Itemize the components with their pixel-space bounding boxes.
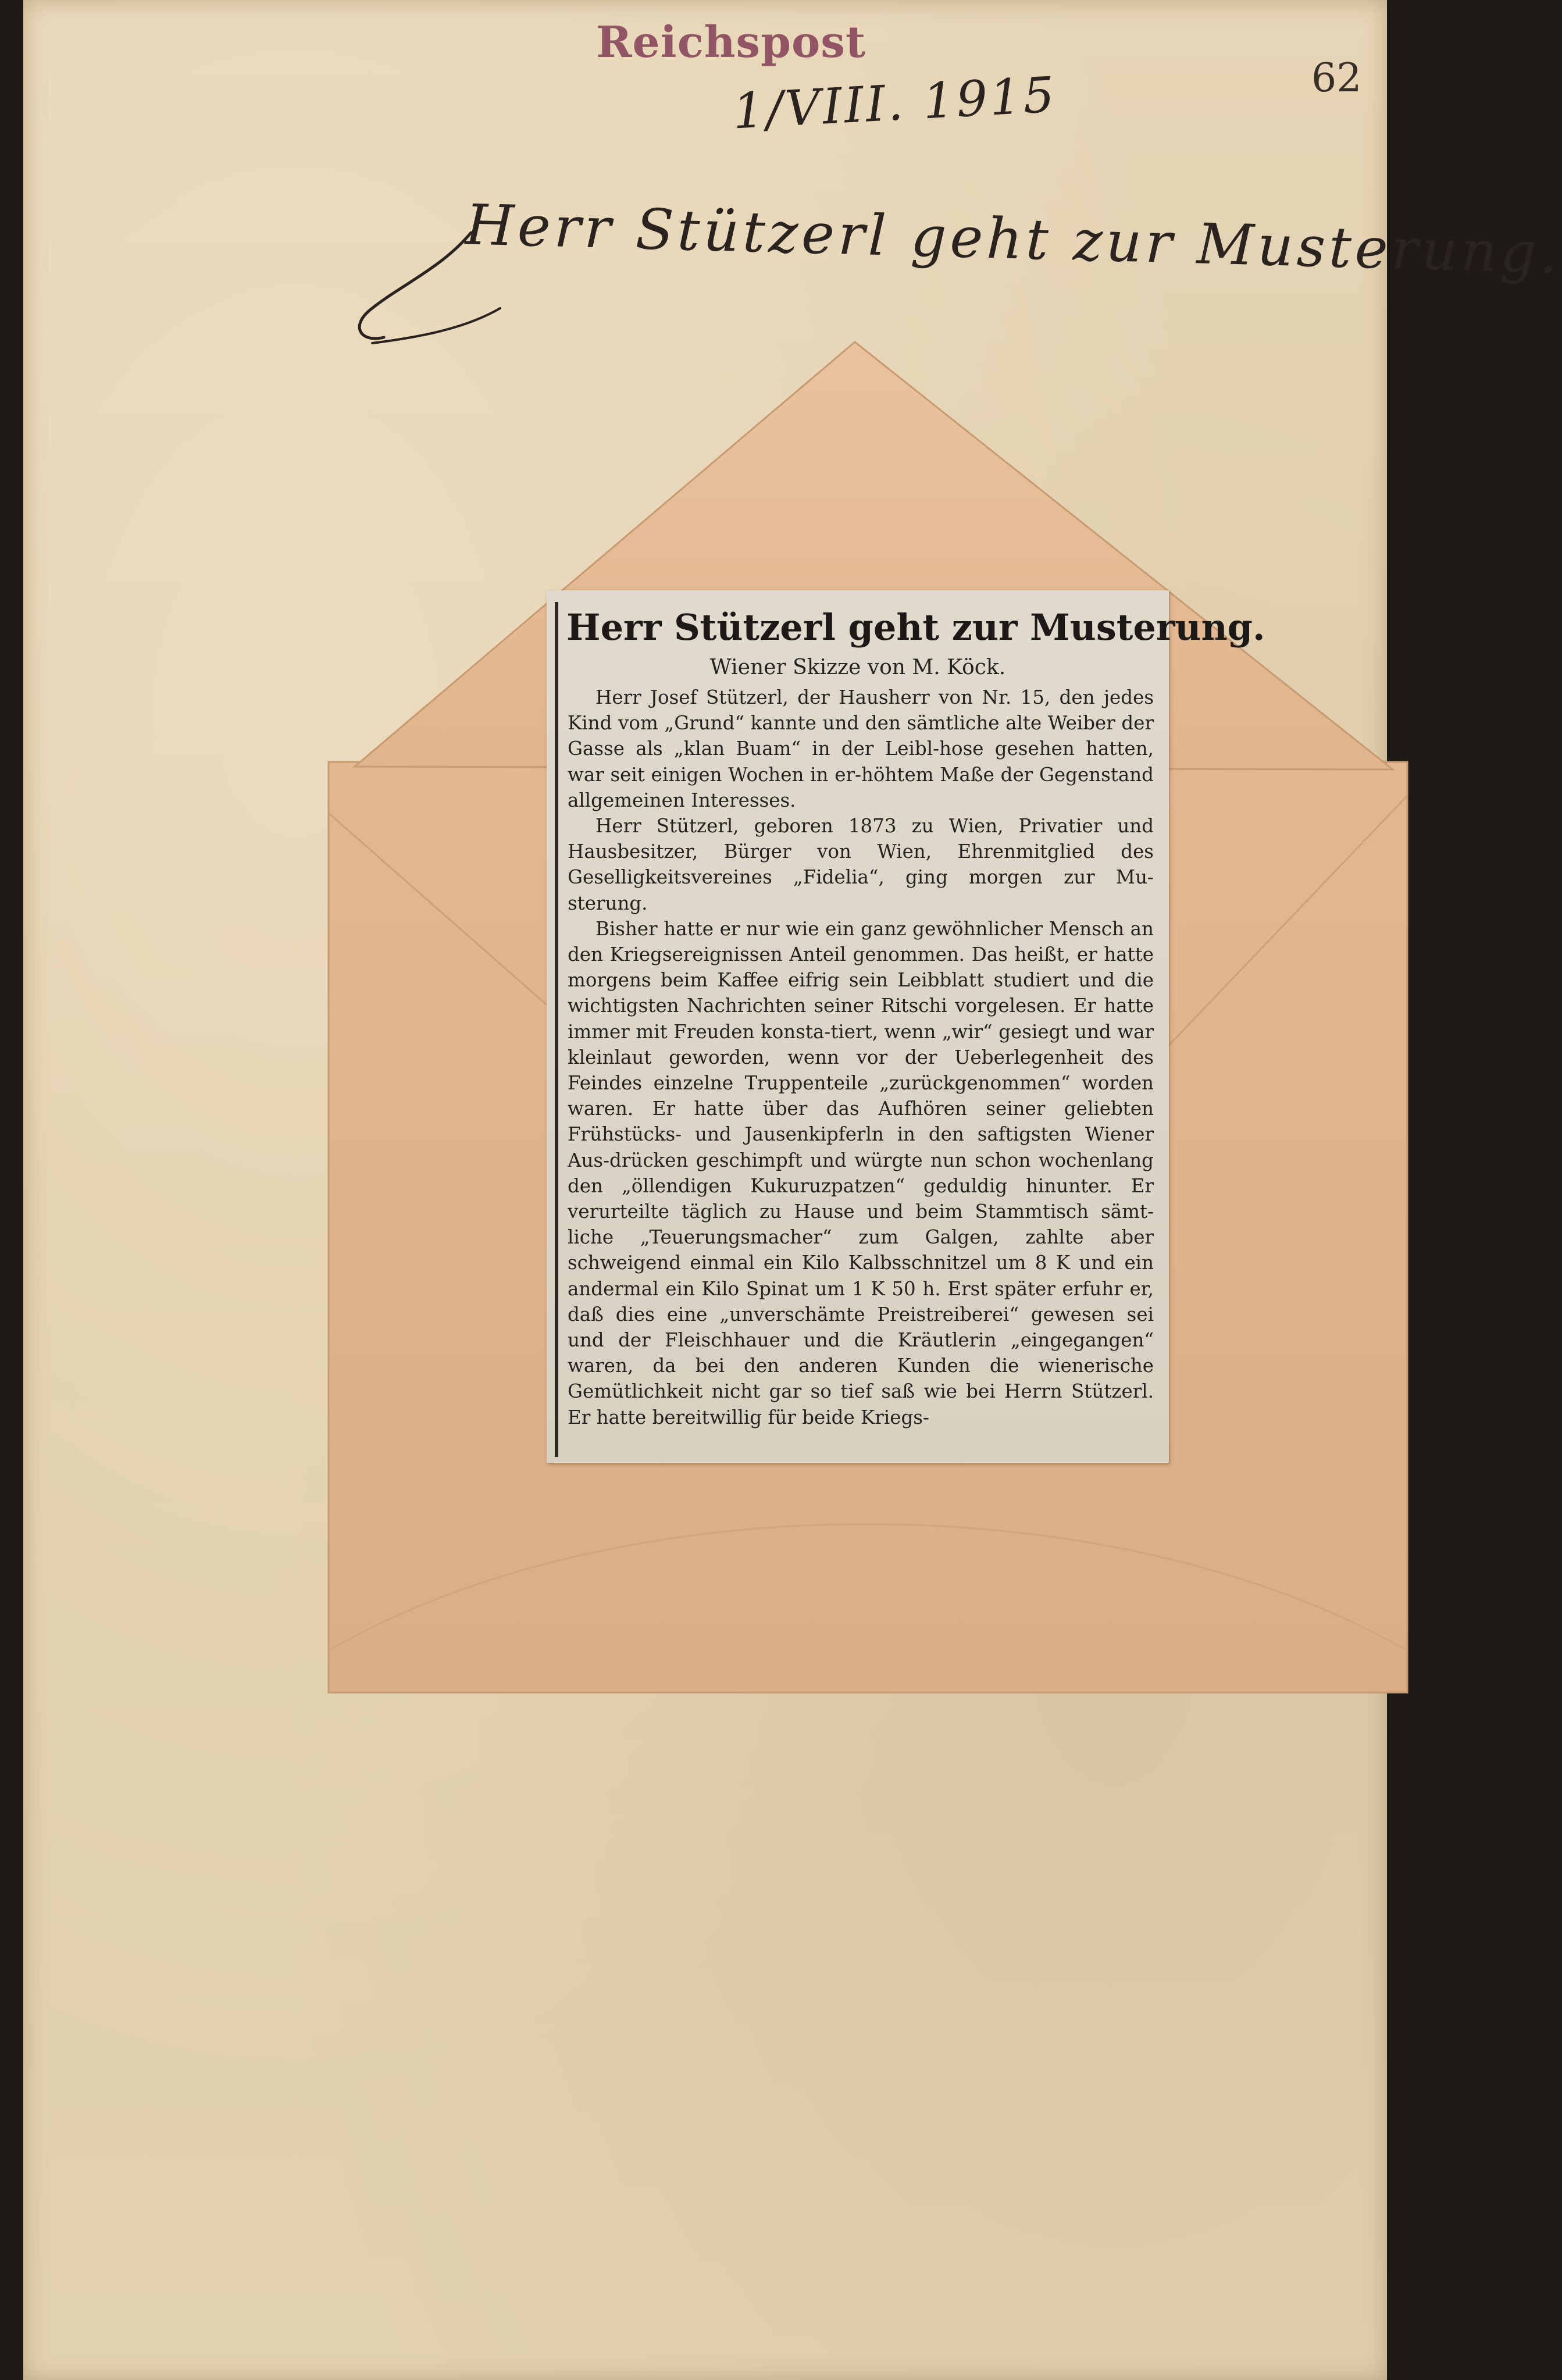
newspaper-clipping (547, 590, 1265, 1463)
handwritten-date: 1/VIII. 1915 (731, 66, 1058, 140)
reichspost-stamp: Reichspost (596, 17, 866, 67)
page-number: 62 (1311, 55, 1362, 101)
article-paragraph: Herr Josef Stützerl, der Hausherr von Nr. 15, den jedes Kind vom „Grund“ kannte und den sämtliche alte Weiber der Gasse als „klan Buam“ in der Leibl-hose gesehen hatten, war seit einigen Wochen in er-höhtem Maße der Gegenstand allgemeinen Interesses. (568, 686, 1154, 811)
clipping-column-rule (555, 602, 558, 1457)
article-headline: Herr Stützerl geht zur Musterung. (566, 606, 1265, 649)
article-paragraph: Herr Stützerl, geboren 1873 zu Wien, Privatier und Hausbesitzer, Bürger von Wien, Ehrenmitglied des Geselligkeitsvereines „Fidelia“, ging morgen zur Mu-sterung. (568, 815, 1154, 914)
article-byline: Wiener Skizze von M. Köck. (709, 655, 1006, 679)
article-paragraph: Bisher hatte er nur wie ein ganz gewöhnlicher Mensch an den Kriegsereignissen Anteil genommen. Das heißt, er hatte morgens beim Kaffee eifrig sein Leibblatt studiert und die wichtigsten Nachrichten seiner Ritschi vorgelesen. Er hatte immer mit Freuden konsta-tiert, wenn „wir“ gesiegt und war kleinlaut geworden, wenn vor der Ueberlegenheit des Feindes einzelne Truppenteile „zurückgenommen“ worden waren. Er hatte über das Aufhören seiner geliebten Frühstücks- und Jausenkipferln in den saftigsten Wiener Aus-drücken geschimpft und würgte nun schon wochenlang den „öllendigen Kukuruzpatzen“ geduldig hinunter. Er verurteilte täglich zu Hause und beim Stammtisch sämt-liche „Teuerungsmacher“ zum Galgen, zahlte aber schweigend einmal ein Kilo Kalbsschnitzel um 8 K und ein andermal ein Kilo Spinat um 1 K 50 h. Erst später erfuhr er, daß dies eine „unverschämte Preistreiberei“ gewesen sei und der Fleischhauer und die Kräutlerin „eingegangen“ waren, da bei den anderen Kunden die wienerische Gemütlichkeit nicht gar so tief saß wie bei Herrn Stützerl. Er hatte bereitwillig für beide Kriegs- (568, 917, 1154, 1428)
handwritten-title: Herr Stützerl geht zur Musterung. (464, 192, 1562, 286)
archive-sheet (23, 0, 1562, 2380)
